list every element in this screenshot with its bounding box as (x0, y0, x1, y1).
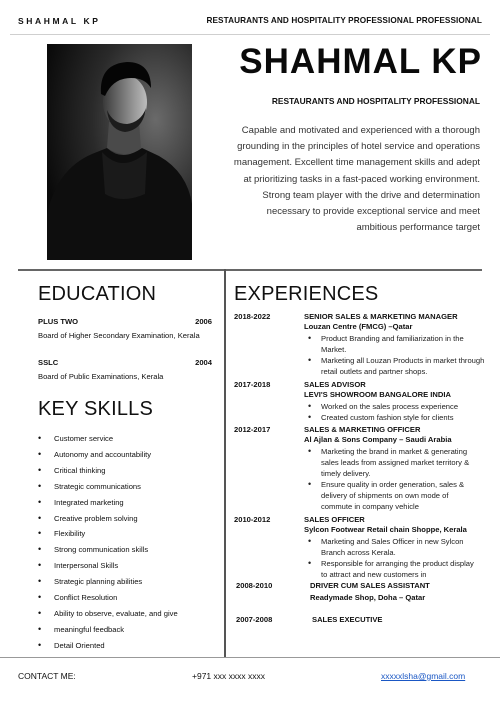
experience-title: SALES OFFICER (304, 515, 365, 524)
experience-bullet: • Product Branding and familiarization in the Market. (304, 333, 490, 355)
experience-title: SENIOR SALES & MARKETING MANAGER (304, 312, 458, 321)
skill-item: • Strategic planning abilities (38, 574, 208, 590)
experience-years: 2012-2017 (234, 425, 271, 434)
summary-line: necessary to provide exceptional service and meet (266, 206, 480, 218)
header-divider (10, 34, 490, 35)
experience-years: 2007-2008 (236, 615, 273, 624)
skill-item: • Interpersonal Skills (38, 558, 208, 574)
experience-entry (234, 425, 490, 512)
education-degree: PLUS TWO (38, 317, 79, 326)
column-divider (224, 269, 226, 657)
experience-bullet: • Worked on the sales process experience (304, 401, 490, 412)
skill-item: • Strategic communications (38, 479, 208, 495)
experience-entry (234, 615, 490, 624)
experience-entry (234, 380, 490, 423)
education-year: 2004 (195, 358, 212, 367)
experience-entry (234, 312, 490, 377)
skill-item: • Detail Oriented (38, 638, 208, 654)
skill-item-continued: • meaningful feedback (38, 622, 208, 638)
header-name: SHAHMAL KP (18, 16, 101, 26)
skills-title: KEY SKILLS (38, 398, 154, 420)
experience-years: 2010-2012 (234, 515, 271, 524)
experiences-title: EXPERIENCES (234, 283, 379, 305)
skill-item: • Critical thinking (38, 463, 208, 479)
summary-line: ambitious performance target (356, 222, 480, 234)
experience-entry (234, 581, 490, 602)
footer-divider (0, 657, 500, 658)
hero-role: RESTAURANTS AND HOSPITALITY PROFESSIONAL (271, 96, 480, 106)
experience-bullet: • Marketing the brand in market & generating sales leads from assigned market territory & timely delivery. (304, 446, 490, 479)
experience-years: 2017-2018 (234, 380, 271, 389)
education-item (38, 317, 212, 340)
skill-item: • Ability to observe, evaluate, and give (38, 606, 208, 622)
education-board: Board of Public Examinations, Kerala (38, 372, 164, 381)
skill-item: • Integrated marketing (38, 495, 208, 511)
skill-item: • Creative problem solving (38, 511, 208, 527)
experience-bullet: • Responsible for arranging the product display to attract and new customers in (304, 558, 490, 580)
contact-label: CONTACT ME: (18, 671, 76, 681)
summary-line: management. Excellent time management skills and adept (233, 157, 480, 169)
top-header (0, 0, 500, 30)
experience-bullet: • Created custom fashion style for clients (304, 412, 490, 423)
summary-line: at prioritizing tasks in a fast-paced working environment. (243, 173, 480, 185)
education-board: Board of Higher Secondary Examination, Kerala (38, 331, 200, 340)
education-degree: SSLC (38, 358, 59, 367)
skills-list (38, 431, 208, 654)
education-item (38, 358, 212, 381)
skill-item: • Strong communication skills (38, 542, 208, 558)
skill-item: • Flexibility (38, 526, 208, 542)
skill-item: • Customer service (38, 431, 208, 447)
education-title: EDUCATION (38, 283, 157, 305)
skill-item: • Autonomy and accountability (38, 447, 208, 463)
summary-line: grounding in the principles of hotel service and operations (237, 141, 480, 153)
profile-photo (47, 44, 192, 260)
experience-years: 2008-2010 (236, 581, 273, 590)
experience-company: LEVI'S SHOWROOM BANGALORE INDIA (304, 390, 451, 399)
experience-bullet: • Marketing and Sales Officer in new Sylcon Branch across Kerala. (304, 536, 490, 558)
summary-line: Strong team player with the drive and determination (262, 189, 480, 201)
experience-company: Sylcon Footwear Retail chain Shoppe, Kerala (304, 525, 467, 534)
summary-line: Capable and motivated and experienced with a thorough (241, 125, 480, 136)
portrait-illustration (47, 44, 192, 260)
experience-bullet: • Marketing all Louzan Products in market through retail outlets and partner shops. (304, 355, 490, 377)
hero-name: SHAHMAL KP (239, 42, 482, 81)
header-role: RESTAURANTS AND HOSPITALITY PROFESSIONAL PROFESSIONAL (206, 16, 482, 25)
section-divider (18, 269, 482, 271)
experience-bullet: • Ensure quality in order generation, sales & delivery of shipments on own mode of commute in company vehicle (304, 479, 490, 512)
contact-email-link[interactable]: xxxxxlsha@gmail.com (381, 671, 466, 681)
experience-title: SALES & MARKETING OFFICER (304, 425, 421, 434)
skill-item: • Conflict Resolution (38, 590, 208, 606)
experience-company: Readymade Shop, Doha – Qatar (310, 593, 426, 602)
experience-title: DRIVER CUM SALES ASSISTANT (310, 581, 430, 590)
experience-entry (234, 515, 490, 580)
experience-title: SALES EXECUTIVE (312, 615, 383, 624)
experience-years: 2018-2022 (234, 312, 271, 321)
experience-company: Al Ajlan & Sons Company – Saudi Arabia (304, 435, 452, 444)
education-year: 2006 (195, 317, 212, 326)
experience-title: SALES ADVISOR (304, 380, 366, 389)
profile-summary (222, 123, 480, 236)
experience-company: Louzan Centre (FMCG) –Qatar (304, 322, 413, 331)
contact-phone: +971 xxx xxxx xxxx (192, 671, 265, 681)
